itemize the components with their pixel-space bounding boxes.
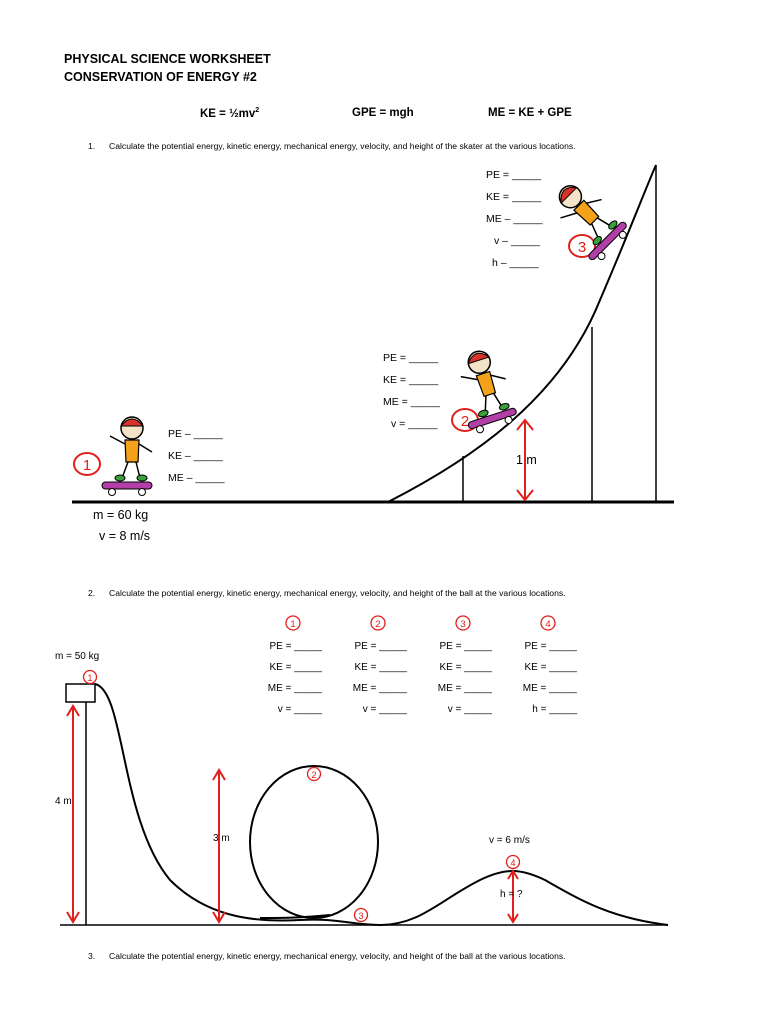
track-marker-2: [308, 768, 321, 781]
loc1-ke: KE – _____: [168, 450, 223, 462]
svg-text:3: 3: [460, 619, 466, 630]
svg-text:1: 1: [87, 673, 93, 683]
title-line-1: PHYSICAL SCIENCE WORKSHEET: [64, 52, 271, 66]
svg-text:4: 4: [545, 619, 551, 630]
col4-pe: PE = _____: [524, 641, 577, 652]
col2-v: v = _____: [362, 704, 407, 715]
formula-gpe: GPE = mgh: [352, 107, 414, 119]
svg-text:3: 3: [358, 911, 364, 921]
col3-me: ME = _____: [437, 683, 492, 694]
start-platform: [66, 684, 95, 702]
skater-loc3-labels: [486, 164, 543, 274]
col2-pe: PE = _____: [354, 641, 407, 652]
col1-pe: PE = _____: [269, 641, 322, 652]
skater-marker-1: [74, 453, 100, 475]
col3-ke: KE = _____: [439, 662, 492, 673]
col4-h: h = _____: [532, 704, 577, 715]
col4-me: ME = _____: [522, 683, 577, 694]
loc2-pe: PE = _____: [383, 352, 439, 364]
loc3-v: v – _____: [494, 235, 541, 247]
col1-v: v = _____: [277, 704, 322, 715]
question-1-number: 1.: [88, 141, 96, 151]
svg-text:1: 1: [290, 619, 296, 630]
question-2-number: 2.: [88, 588, 96, 598]
formula-me: ME = KE + GPE: [488, 107, 572, 119]
loc1-pe: PE – _____: [168, 428, 223, 440]
column-marker-3: [456, 616, 470, 630]
ball-column-1: [264, 636, 322, 720]
col2-ke: KE = _____: [354, 662, 407, 673]
track-marker-3: [355, 909, 368, 922]
skater-velocity: v = 8 m/s: [99, 529, 151, 543]
formula-ke: KE = $\frac{1}{2}mv^2$: [200, 107, 260, 120]
loc3-ke: KE = _____: [486, 191, 542, 203]
height-1m-label: 1 m: [516, 453, 537, 467]
column-marker-2: [371, 616, 385, 630]
column-marker-4: [541, 616, 555, 630]
marker-2-text: 2: [460, 413, 470, 430]
loc2-me: ME = _____: [383, 396, 440, 408]
loc1-me: ME – _____: [168, 472, 225, 484]
col4-ke: KE = _____: [524, 662, 577, 673]
marker-1-text: 1: [82, 457, 92, 474]
question-1-text: Calculate the potential energy, kinetic energy, mechanical energy, velocity, and height of the skater at the various locations.: [109, 141, 576, 151]
track-marker-1: [84, 671, 97, 684]
title-line-2: CONSERVATION OF ENERGY #2: [64, 70, 257, 84]
column-marker-1: [286, 616, 300, 630]
ball-velocity-4: v = 6 m/s: [489, 835, 530, 846]
skater-figure-1: [102, 417, 152, 496]
ball-h-unknown: h = ?: [500, 889, 523, 900]
skater-loc1-labels: [168, 423, 225, 489]
track-marker-4: [507, 856, 520, 869]
skater-mass: m = 60 kg: [93, 508, 149, 522]
col1-me: ME = _____: [267, 683, 322, 694]
loc3-pe: PE = _____: [486, 169, 542, 181]
height-arrow-4m: [67, 706, 79, 922]
col2-me: ME = _____: [352, 683, 407, 694]
col3-v: v = _____: [447, 704, 492, 715]
svg-text:4: 4: [510, 858, 516, 868]
question-2-text: Calculate the potential energy, kinetic energy, mechanical energy, velocity, and height of the ball at the various locations.: [109, 588, 566, 598]
ball-height-4m: 4 m: [55, 796, 72, 807]
loop: [250, 766, 378, 918]
ball-column-3: [434, 636, 492, 720]
question-3-text: Calculate the potential energy, kinetic energy, mechanical energy, velocity, and height of the ball at the various locations.: [109, 951, 566, 961]
loc3-me: ME – _____: [486, 213, 543, 225]
skater-loc2-labels: [383, 347, 440, 435]
loc2-ke: KE = _____: [383, 374, 439, 386]
marker-3-text: 3: [577, 239, 587, 256]
ball-column-2: [349, 636, 407, 720]
track-path: [95, 684, 668, 925]
svg-text:2: 2: [375, 619, 381, 630]
loc3-h: h – _____: [492, 257, 539, 269]
ball-mass: m = 50 kg: [55, 651, 100, 662]
worksheet-title: [64, 50, 271, 86]
ball-height-3m: 3 m: [213, 833, 230, 844]
col1-ke: KE = _____: [269, 662, 322, 673]
ball-column-4: [519, 636, 577, 720]
col3-pe: PE = _____: [439, 641, 492, 652]
loc2-v: v = _____: [391, 418, 438, 430]
question-3-number: 3.: [88, 951, 96, 961]
svg-text:2: 2: [311, 770, 317, 780]
